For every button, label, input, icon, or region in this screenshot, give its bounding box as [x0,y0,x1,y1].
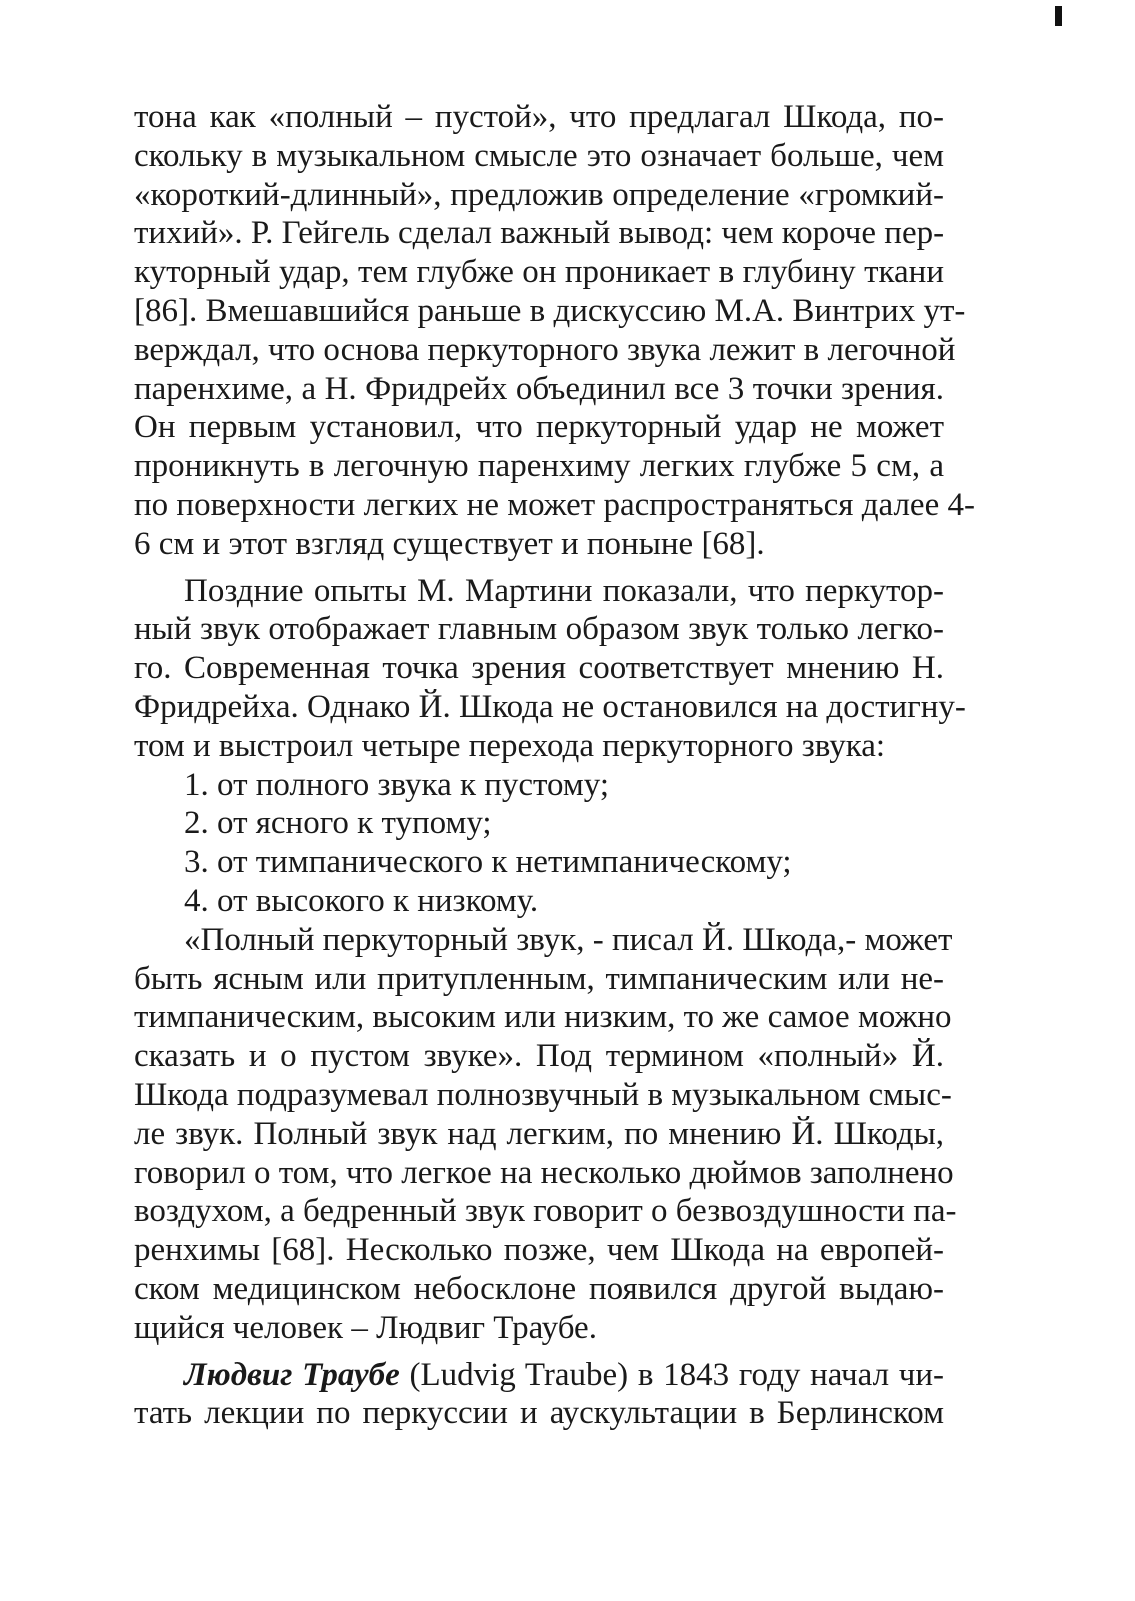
paragraph [134,98,975,564]
paragraph [134,1356,944,1434]
text-line: щийся человек – Людвиг Траубе. [134,1309,597,1346]
text-line: том и выстроил четыре перехода перкуторного звука: [134,727,886,764]
list-item: 4. от высокого к низкому. [184,882,539,919]
paragraph [134,921,957,1348]
text-line: Шкода подразумевал полнозвучный в музыкальном смыс- [134,1076,952,1113]
text-run: (Ludvig Traube) в 1843 году начал чи- [399,1356,945,1393]
text-line: скольку в музыкальном смысле это означает больше, чем [134,137,944,174]
text-line: по поверхности легких не может распространяться далее 4- [134,486,975,523]
text-line: ле звук. Полный звук над легким, по мнению Й. Шкоды, [134,1115,944,1152]
text-line [134,1356,944,1395]
text-line: тимпаническим, высоким или низким, то же самое можно [134,999,952,1036]
text-line: куторный удар, тем глубже он проникает в глубину ткани [134,254,944,291]
text-line: «Полный перкуторный звук, - писал Й. Шкода,- может [184,921,953,958]
paragraph [134,572,966,766]
page-body [134,98,975,1433]
text-line: ском медицинском небосклоне появился другой выдаю- [134,1270,944,1307]
text-line: сказать и о пустом звуке». Под термином «полный» Й. [134,1038,944,1075]
text-line: проникнуть в легочную паренхиму легких глубже 5 см, а [134,448,944,485]
text-line: верждал, что основа перкуторного звука лежит в легочной [134,331,956,368]
list-item: 1. от полного звука к пустому; [184,766,610,803]
list-item: 3. от тимпанического к нетимпаническому; [184,844,792,881]
text-line: тать лекции по перкуссии и аускультации в Берлинском [134,1395,944,1432]
text-line: тона как «полный – пустой», что предлагал Шкода, по- [134,99,944,135]
text-line: Поздние опыты М. Мартини показали, что перкутор- [184,572,944,609]
page-edge-mark [1055,6,1062,26]
text-line: Фридрейха. Однако Й. Шкода не остановился на достигну- [134,688,966,725]
text-line: говорил о том, что легкое на несколько дюймов заполнено [134,1154,954,1191]
emphasized-name: Людвиг Траубе [184,1356,400,1393]
text-line: быть ясным или притупленным, тимпаническим или не- [134,960,944,997]
text-line: ренхимы [68]. Несколько позже, чем Шкода на европей- [134,1232,944,1269]
text-line: го. Современная точка зрения соответствует мнению Н. [134,650,944,687]
numbered-list [134,766,944,921]
text-line: воздухом, а бедренный звук говорит о безвоздушности па- [134,1193,957,1230]
text-line: Он первым установил, что перкуторный удар не может [134,409,944,446]
text-line: тихий». Р. Гейгель сделал важный вывод: чем короче пер- [134,215,945,252]
text-line: [86]. Вмешавшийся раньше в дискуссию М.А. Винтрих ут- [134,292,966,329]
text-line: ный звук отображает главным образом звук только легко- [134,611,944,648]
text-line: 6 см и этот взгляд существует и поныне [68]. [134,525,765,562]
text-line: «короткий-длинный», предложив определение «громкий- [134,176,944,213]
list-item: 2. от ясного к тупому; [184,805,492,842]
text-line: паренхиме, а Н. Фридрейх объединил все 3 точки зрения. [134,370,944,407]
